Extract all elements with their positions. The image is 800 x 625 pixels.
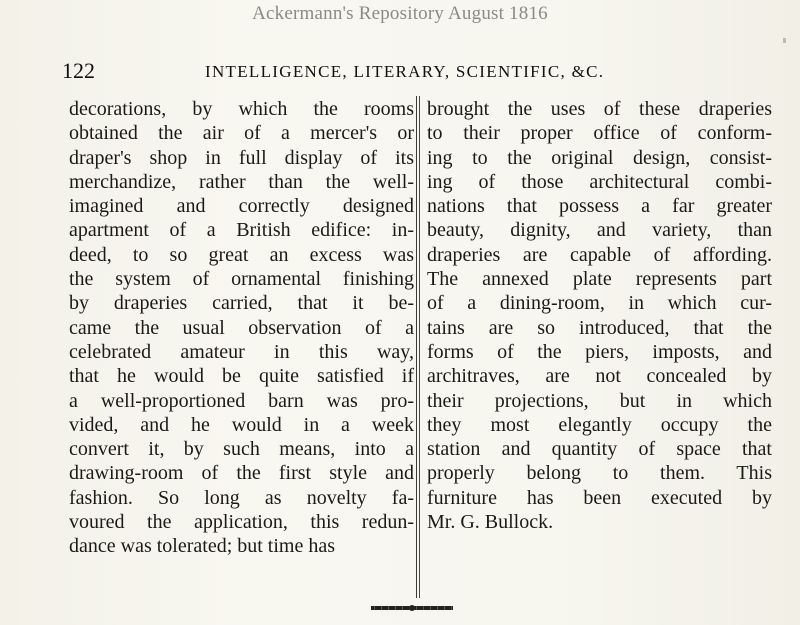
text-line: apartment of a British edifice: in- [69, 219, 414, 242]
text-line: a well-proportioned barn was pro- [69, 389, 414, 412]
text-line: voured the application, this redun- [69, 511, 414, 534]
text-line: The annexed plate represents part [427, 268, 772, 291]
column-rule [416, 96, 417, 598]
text-line: by draperies carried, that it be- [69, 292, 414, 315]
ornament-rule [371, 606, 453, 610]
right-column [427, 97, 772, 534]
text-line: fashion. So long as novelty fa- [69, 486, 414, 509]
text-line: ing of those architectural combi- [427, 170, 772, 193]
text-line: imagined and correctly designed [69, 195, 414, 218]
text-line: beauty, dignity, and variety, than [427, 219, 772, 242]
text-line: tains are so introduced, that the [427, 316, 772, 339]
text-line: deed, to so great an excess was [69, 243, 414, 266]
text-line: dance was tolerated; but time has [69, 535, 336, 558]
text-line: their projections, but in which [427, 389, 772, 412]
text-line: architraves, are not concealed by [427, 365, 772, 388]
text-line: Mr. G. Bullock. [427, 511, 554, 534]
watermark: Ackermann's Repository August 1816 [252, 3, 548, 24]
text-line: draperies are capable of affording. [427, 243, 772, 266]
text-line: that he would be quite satisfied if [69, 365, 414, 388]
text-line: station and quantity of space that [427, 438, 772, 461]
text-line: convert it, by such means, into a [69, 438, 414, 461]
page-number: 122 [62, 58, 95, 83]
text-line: of a dining-room, in which cur- [427, 292, 772, 315]
column-rule-inner [419, 96, 420, 598]
text-line: the system of ornamental finishing [69, 268, 414, 291]
text-line: drawing-room of the first style and [69, 462, 414, 485]
left-column [69, 97, 414, 559]
text-line: came the usual observation of a [69, 316, 414, 339]
text-line: nations that possess a far greater [427, 195, 772, 218]
page-corner-mark [783, 38, 786, 43]
text-line: vided, and he would in a week [69, 413, 414, 436]
text-line: they most elegantly occupy the [427, 413, 772, 436]
text-line: merchandize, rather than the well- [69, 170, 414, 193]
text-line: brought the uses of these draperies [427, 98, 772, 120]
text-line: obtained the air of a mercer's or [69, 122, 414, 145]
text-line: to their proper office of conform- [427, 122, 772, 145]
text-line: celebrated amateur in this way, [69, 340, 414, 363]
text-line: forms of the piers, imposts, and [427, 340, 772, 363]
text-line: furniture has been executed by [427, 486, 772, 509]
text-line: properly belong to them. This [427, 462, 772, 485]
text-line: draper's shop in full display of its [69, 146, 414, 169]
text-line: ing to the original design, consist- [427, 146, 772, 169]
running-head: INTELLIGENCE, LITERARY, SCIENTIFIC, &C. [205, 62, 605, 81]
text-line: decorations, by which the rooms [69, 98, 414, 120]
